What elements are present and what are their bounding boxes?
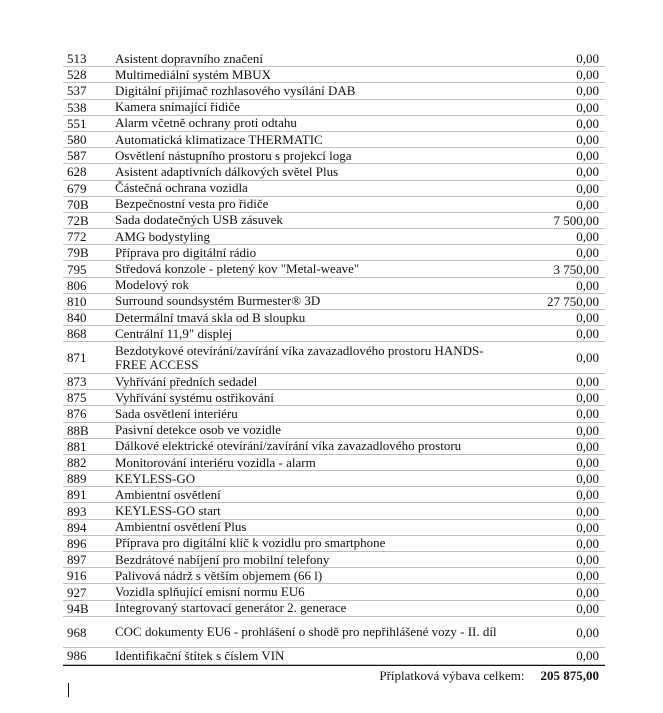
option-code: 537 (67, 83, 87, 99)
option-name: Digitální přijímač rozhlasového vysílání DAB (115, 82, 356, 98)
option-price: 0,00 (576, 406, 599, 422)
option-name: Vyhřívání předních sedadel (115, 373, 258, 389)
table-row (63, 310, 605, 326)
text-cursor (68, 683, 69, 697)
option-price: 0,00 (576, 229, 599, 245)
option-name: Integrovaný startovací generátor 2. generace (115, 600, 347, 616)
option-price: 0,00 (576, 67, 599, 83)
equipment-table (63, 51, 605, 665)
option-price: 0,00 (576, 438, 599, 454)
option-code: 88B (67, 422, 89, 438)
option-code: 894 (67, 519, 87, 535)
option-name: Surround soundsystém Burmester® 3D (115, 293, 321, 309)
option-price: 3 750,00 (553, 261, 599, 277)
option-code: 893 (67, 503, 87, 519)
option-name: Vyhřívání systému ostřikování (115, 389, 274, 405)
option-code: 528 (67, 67, 87, 83)
total-label: Příplatková výbava celkem: (379, 668, 525, 683)
option-name: Bezdotykové otevírání/zavírání víka zavazadlového prostoru HANDS-FREE ACCESS (115, 342, 484, 372)
option-code: 881 (67, 438, 87, 454)
option-name: Determální tmavá skla od B sloupku (115, 309, 306, 325)
option-name: Kamera snímající řidiče (115, 99, 240, 115)
option-price: 0,00 (576, 180, 599, 196)
table-row (63, 552, 605, 568)
table-row (63, 197, 605, 213)
option-code: 679 (67, 180, 87, 196)
option-code: 873 (67, 374, 87, 390)
option-name: Centrální 11,9" displej (115, 325, 233, 341)
option-name: Sada dodatečných USB zásuvek (115, 212, 283, 228)
option-price: 0,00 (576, 624, 599, 640)
option-name: Modelový rok (115, 277, 190, 293)
option-code: 968 (67, 624, 87, 640)
table-row (63, 536, 605, 552)
option-price: 0,00 (576, 83, 599, 99)
option-name: Palivová nádrž s větším objemem (66 l) (115, 567, 323, 583)
option-name: Dálkové elektrické otevírání/zavírání víka zavazadlového prostoru (115, 438, 462, 454)
option-price: 0,00 (576, 51, 599, 67)
option-code: 79B (67, 245, 89, 261)
table-row (63, 390, 605, 406)
option-code: 806 (67, 277, 87, 293)
option-price: 0,00 (576, 277, 599, 293)
option-price: 0,00 (576, 584, 599, 600)
table-row (63, 100, 605, 116)
option-price: 0,00 (576, 350, 599, 366)
option-code: 882 (67, 455, 87, 470)
table-row (63, 51, 605, 67)
table-row (63, 520, 605, 536)
option-price: 0,00 (576, 503, 599, 519)
option-code: 868 (67, 326, 87, 342)
option-price: 0,00 (576, 535, 599, 551)
option-price: 0,00 (576, 648, 599, 664)
option-name: Bezdrátové nabíjení pro mobilní telefony (115, 551, 330, 567)
option-name: Vozidla splňující emisní normu EU6 (115, 584, 305, 599)
option-name: Asistent adaptivních dálkových světel Plus (115, 163, 339, 179)
table-row (63, 455, 605, 471)
option-price: 0,00 (576, 471, 599, 487)
option-name: Osvětlení nástupního prostoru s projekcí loga (115, 147, 352, 163)
option-price: 0,00 (576, 99, 599, 115)
option-name: Alarm včetně ochrany proti odtahu (115, 115, 297, 131)
option-code: 897 (67, 552, 87, 568)
option-name: Automatická klimatizace THERMATIC (115, 131, 323, 147)
option-name: Sada osvětlení interiéru (115, 405, 238, 421)
option-name: COC dokumenty EU6 - prohlášení o shodě pro nepřihlášené vozy - II. díl (115, 624, 497, 640)
option-code: 927 (67, 584, 87, 600)
option-code: 876 (67, 406, 87, 422)
option-code: 538 (67, 99, 87, 115)
table-row (63, 132, 605, 148)
option-price: 0,00 (576, 487, 599, 503)
option-code: 871 (67, 350, 87, 366)
table-row (63, 181, 605, 197)
option-code: 875 (67, 390, 87, 406)
option-name: Částečná ochrana vozidla (115, 180, 248, 196)
option-price: 0,00 (576, 519, 599, 535)
table-row (63, 164, 605, 180)
option-price: 7 500,00 (553, 212, 599, 228)
table-row (63, 342, 605, 374)
option-code: 551 (67, 115, 87, 131)
total-value: 205 875,00 (540, 668, 599, 683)
table-row (63, 617, 605, 649)
table-row (63, 294, 605, 310)
option-code: 580 (67, 132, 87, 148)
option-name: Multimediální systém MBUX (115, 66, 271, 82)
option-code: 94B (67, 600, 89, 616)
option-price: 0,00 (576, 422, 599, 438)
option-name: Monitorování interiéru vozidla - alarm (115, 454, 316, 470)
option-name: Bezpečnostní vesta pro řidiče (115, 196, 269, 212)
table-row (63, 471, 605, 487)
option-price: 0,00 (576, 310, 599, 326)
option-name: Asistent dopravního značení (115, 50, 264, 66)
option-code: 810 (67, 293, 87, 309)
option-name: Identifikační štítek s číslem VIN (115, 647, 285, 663)
option-price: 0,00 (576, 552, 599, 568)
table-row (63, 148, 605, 164)
option-price: 0,00 (576, 390, 599, 406)
option-name: KEYLESS-GO (115, 470, 196, 486)
table-row (63, 423, 605, 439)
option-code: 889 (67, 471, 87, 487)
option-code: 587 (67, 148, 87, 164)
option-price: 0,00 (576, 245, 599, 261)
option-code: 916 (67, 568, 87, 584)
option-code: 513 (67, 51, 87, 67)
table-row (63, 245, 605, 261)
option-price: 0,00 (576, 326, 599, 342)
table-row (63, 116, 605, 132)
table-row (63, 584, 605, 600)
option-price: 0,00 (576, 132, 599, 148)
option-price: 0,00 (576, 374, 599, 390)
option-name: Příprava pro digitální rádio (115, 244, 257, 260)
table-row (63, 278, 605, 294)
table-row (63, 648, 605, 664)
table-row (63, 261, 605, 277)
table-row (63, 439, 605, 455)
table-row (63, 374, 605, 390)
option-name: Příprava pro digitální klíč k vozidlu pro smartphone (115, 535, 386, 551)
table-row (63, 503, 605, 519)
option-price: 0,00 (576, 148, 599, 164)
option-code: 986 (67, 648, 87, 664)
option-price: 0,00 (576, 115, 599, 131)
option-name: Středová konzole - pletený kov "Metal-weave" (115, 261, 360, 277)
table-row (63, 229, 605, 245)
option-price: 0,00 (576, 196, 599, 212)
option-name: Ambientní osvětlení (115, 486, 221, 502)
option-code: 628 (67, 164, 87, 180)
option-code: 70B (67, 196, 89, 212)
option-code: 795 (67, 261, 87, 277)
option-code: 840 (67, 310, 87, 326)
table-row (63, 487, 605, 503)
total-row (63, 665, 605, 686)
table-row (63, 406, 605, 422)
option-price: 0,00 (576, 568, 599, 584)
option-code: 772 (67, 229, 87, 245)
option-price: 0,00 (576, 164, 599, 180)
option-name: Ambientní osvětlení Plus (115, 519, 247, 535)
table-row (63, 568, 605, 584)
table-row (63, 601, 605, 617)
option-price: 0,00 (576, 455, 599, 470)
option-code: 896 (67, 535, 87, 551)
table-row (63, 326, 605, 342)
option-name: KEYLESS-GO start (115, 503, 221, 519)
option-code: 891 (67, 487, 87, 503)
option-price: 27 750,00 (547, 293, 599, 309)
option-price: 0,00 (576, 600, 599, 616)
table-row (63, 213, 605, 229)
table-row (63, 83, 605, 99)
option-code: 72B (67, 212, 89, 228)
option-name: AMG bodystyling (115, 228, 210, 244)
table-row (63, 67, 605, 83)
option-name: Pasivní detekce osob ve vozidle (115, 422, 282, 438)
